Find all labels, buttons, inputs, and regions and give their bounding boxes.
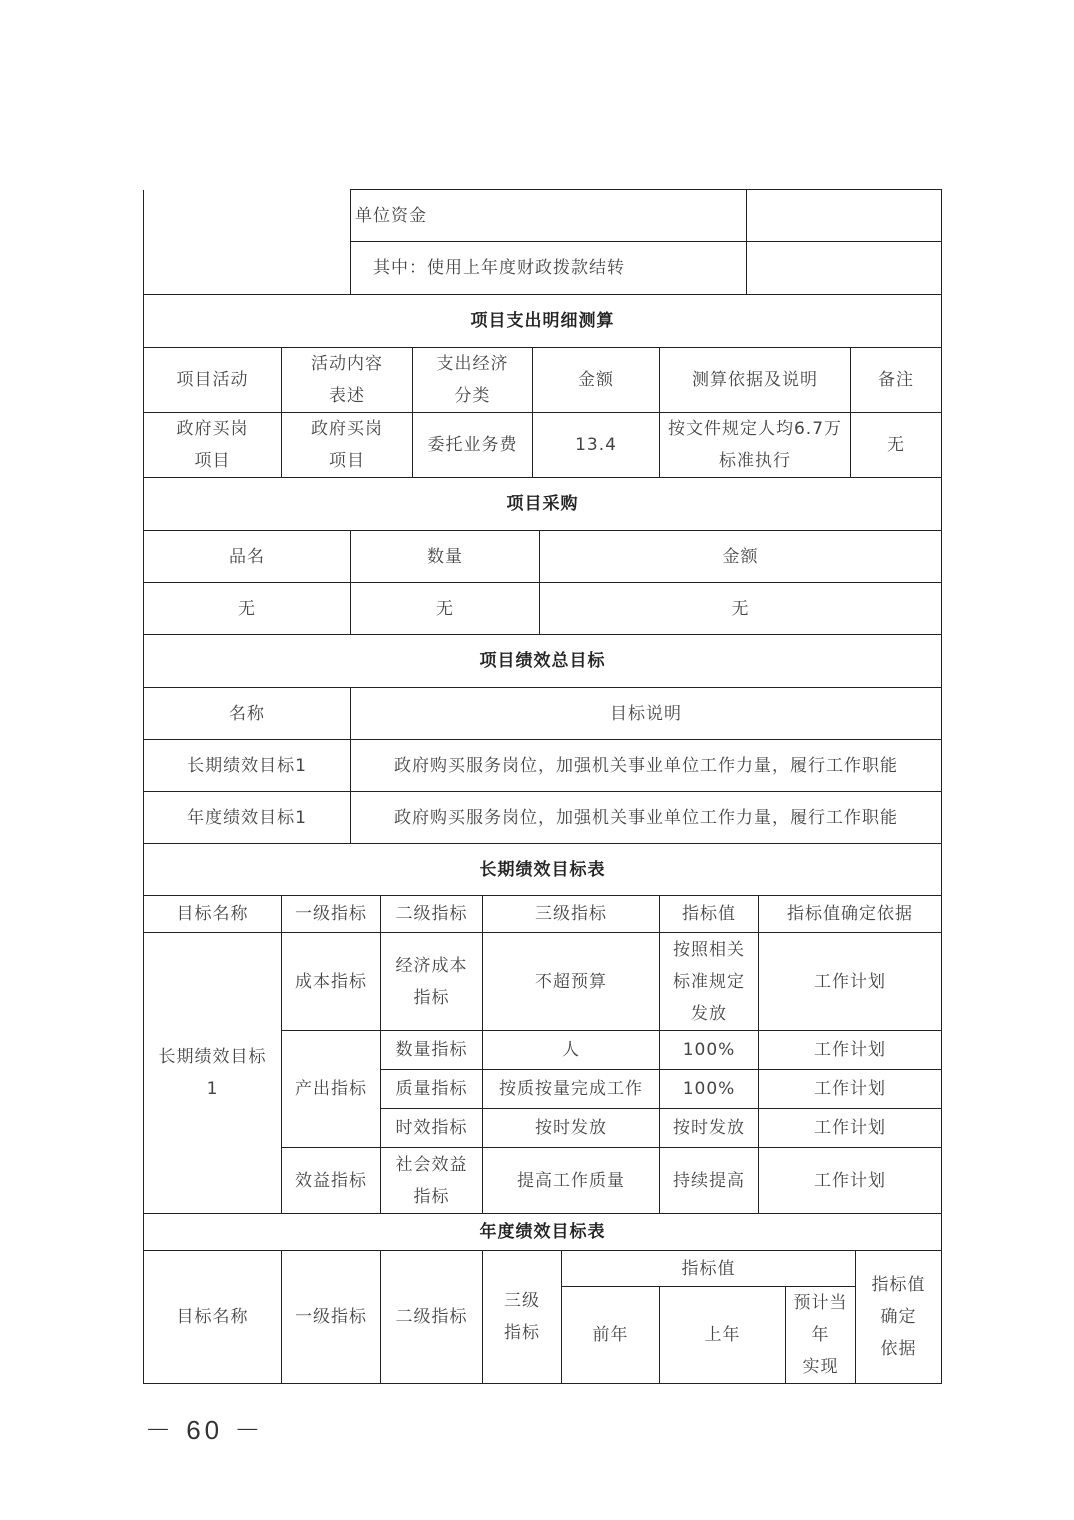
funding-table — [143, 189, 942, 295]
lt-level2: 质量指标 — [381, 1070, 483, 1109]
activity-cell — [144, 413, 282, 478]
expense-header: 备注 — [851, 348, 942, 413]
an-header-basis — [856, 1251, 942, 1384]
lt-basis: 工作计划 — [759, 1148, 942, 1214]
page-number: － 60 － — [145, 1415, 265, 1445]
goal-name: 年度绩效目标1 — [144, 792, 351, 844]
header-line: 支出经济 — [436, 354, 509, 374]
cell-line: 指标 — [504, 1323, 540, 1343]
an-header-prev2: 前年 — [562, 1287, 660, 1384]
lt-basis: 工作计划 — [759, 1070, 942, 1109]
long-term-header-row — [144, 896, 942, 933]
procurement-section-title: 项目采购 — [144, 478, 942, 531]
header-line: 分类 — [454, 386, 491, 406]
overall-goal-table — [143, 634, 942, 844]
expense-header — [413, 348, 533, 413]
an-header-goal-name: 目标名称 — [144, 1251, 282, 1384]
lt-level2 — [381, 933, 483, 1031]
procurement-header: 数量 — [351, 531, 540, 583]
goal-name: 长期绩效目标1 — [144, 740, 351, 792]
annual-table — [143, 1213, 942, 1384]
cell-line: 政府买岗 — [311, 419, 383, 439]
lt-level1: 效益指标 — [282, 1148, 381, 1214]
lt-level2: 数量指标 — [381, 1031, 483, 1070]
procurement-cell: 无 — [351, 583, 540, 635]
lt-level2 — [381, 1148, 483, 1214]
cell-line: 预计当年 — [793, 1293, 848, 1345]
lt-row — [144, 933, 942, 1031]
an-header-level1: 一级指标 — [282, 1251, 381, 1384]
long-term-table — [143, 843, 942, 1214]
lt-header: 二级指标 — [381, 896, 483, 933]
cell-line: 实现 — [802, 1357, 839, 1377]
procurement-table — [143, 477, 942, 635]
expense-section-title: 项目支出明细测算 — [144, 295, 942, 348]
lt-level3: 提高工作质量 — [483, 1148, 660, 1214]
overall-goal-section-title: 项目绩效总目标 — [144, 635, 942, 688]
lt-goal-name — [144, 933, 282, 1214]
goal-row — [144, 792, 942, 844]
cell-line: 项目 — [329, 451, 365, 471]
lt-basis: 工作计划 — [759, 933, 942, 1031]
lt-level3: 按时发放 — [483, 1109, 660, 1148]
lt-basis: 工作计划 — [759, 1031, 942, 1070]
expense-header: 金额 — [533, 348, 660, 413]
cell-line: 1 — [206, 1079, 219, 1099]
lt-value: 按时发放 — [660, 1109, 759, 1148]
lt-level3: 人 — [483, 1031, 660, 1070]
lt-header: 一级指标 — [282, 896, 381, 933]
cell-line: 依据 — [880, 1339, 917, 1359]
remark-cell: 无 — [851, 413, 942, 478]
cell-line: 按文件规定人均6.7万 — [667, 419, 843, 439]
basis-cell — [660, 413, 851, 478]
goal-header: 目标说明 — [351, 688, 942, 740]
cell-line: 发放 — [691, 1003, 727, 1024]
cell-line: 标准规定 — [673, 971, 745, 992]
procurement-header: 金额 — [540, 531, 942, 583]
goal-description: 政府购买服务岗位，加强机关事业单位工作力量，履行工作职能 — [351, 792, 942, 844]
unit-funds-label: 单位资金 — [351, 190, 747, 242]
amount-cell: 13.4 — [533, 413, 660, 478]
expense-table — [143, 294, 942, 478]
expense-header — [282, 348, 413, 413]
content-cell — [282, 413, 413, 478]
lt-value: 100% — [660, 1070, 759, 1109]
cell-line: 按照相关 — [673, 939, 745, 960]
expense-header: 项目活动 — [144, 348, 282, 413]
header-line: 表述 — [329, 386, 365, 406]
lt-basis: 工作计划 — [759, 1109, 942, 1148]
lt-level2: 时效指标 — [381, 1109, 483, 1148]
lt-header: 指标值 — [660, 896, 759, 933]
expense-header-row — [144, 348, 942, 413]
procurement-cell: 无 — [144, 583, 351, 635]
cell-line: 标准执行 — [719, 451, 791, 471]
cell-line: 社会效益 — [395, 1154, 468, 1175]
cell-line: 政府买岗 — [176, 419, 249, 439]
expense-row — [144, 413, 942, 478]
header-line: 活动内容 — [311, 354, 383, 374]
procurement-header: 品名 — [144, 531, 351, 583]
cell-line: 指标 — [413, 1186, 450, 1207]
an-header-current — [786, 1287, 856, 1384]
cell-line: 经济成本 — [395, 955, 468, 976]
funding-blank-cell — [144, 190, 351, 295]
goal-row — [144, 740, 942, 792]
cell-line: 长期绩效目标 — [158, 1047, 267, 1067]
expense-header: 测算依据及说明 — [660, 348, 851, 413]
goal-description: 政府购买服务岗位，加强机关事业单位工作力量，履行工作职能 — [351, 740, 942, 792]
cell-line: 确定 — [880, 1307, 917, 1327]
lt-level3: 不超预算 — [483, 933, 660, 1031]
goal-header: 名称 — [144, 688, 351, 740]
lt-header: 指标值确定依据 — [759, 896, 942, 933]
unit-funds-value — [747, 190, 942, 242]
carryover-label: 其中：使用上年度财政拨款结转 — [351, 242, 747, 295]
long-term-section-title: 长期绩效目标表 — [144, 844, 942, 896]
an-header-level3 — [483, 1251, 562, 1384]
lt-level3: 按质按量完成工作 — [483, 1070, 660, 1109]
lt-header: 目标名称 — [144, 896, 282, 933]
annual-section-title: 年度绩效目标表 — [144, 1214, 942, 1251]
cell-line: 指标 — [413, 987, 450, 1008]
cell-line: 三级 — [504, 1291, 540, 1311]
lt-value: 持续提高 — [660, 1148, 759, 1214]
carryover-value — [747, 242, 942, 295]
category-cell: 委托业务费 — [413, 413, 533, 478]
cell-line: 项目 — [194, 451, 231, 471]
an-header-prev1: 上年 — [660, 1287, 786, 1384]
cell-line: 指标值 — [871, 1275, 926, 1295]
lt-value — [660, 933, 759, 1031]
an-header-value-group: 指标值 — [562, 1251, 856, 1287]
procurement-row — [144, 583, 942, 635]
an-header-level2: 二级指标 — [381, 1251, 483, 1384]
lt-level1: 产出指标 — [282, 1031, 381, 1148]
lt-header: 三级指标 — [483, 896, 660, 933]
lt-level1: 成本指标 — [282, 933, 381, 1031]
annual-header-row — [144, 1251, 942, 1287]
procurement-cell: 无 — [540, 583, 942, 635]
lt-value: 100% — [660, 1031, 759, 1070]
